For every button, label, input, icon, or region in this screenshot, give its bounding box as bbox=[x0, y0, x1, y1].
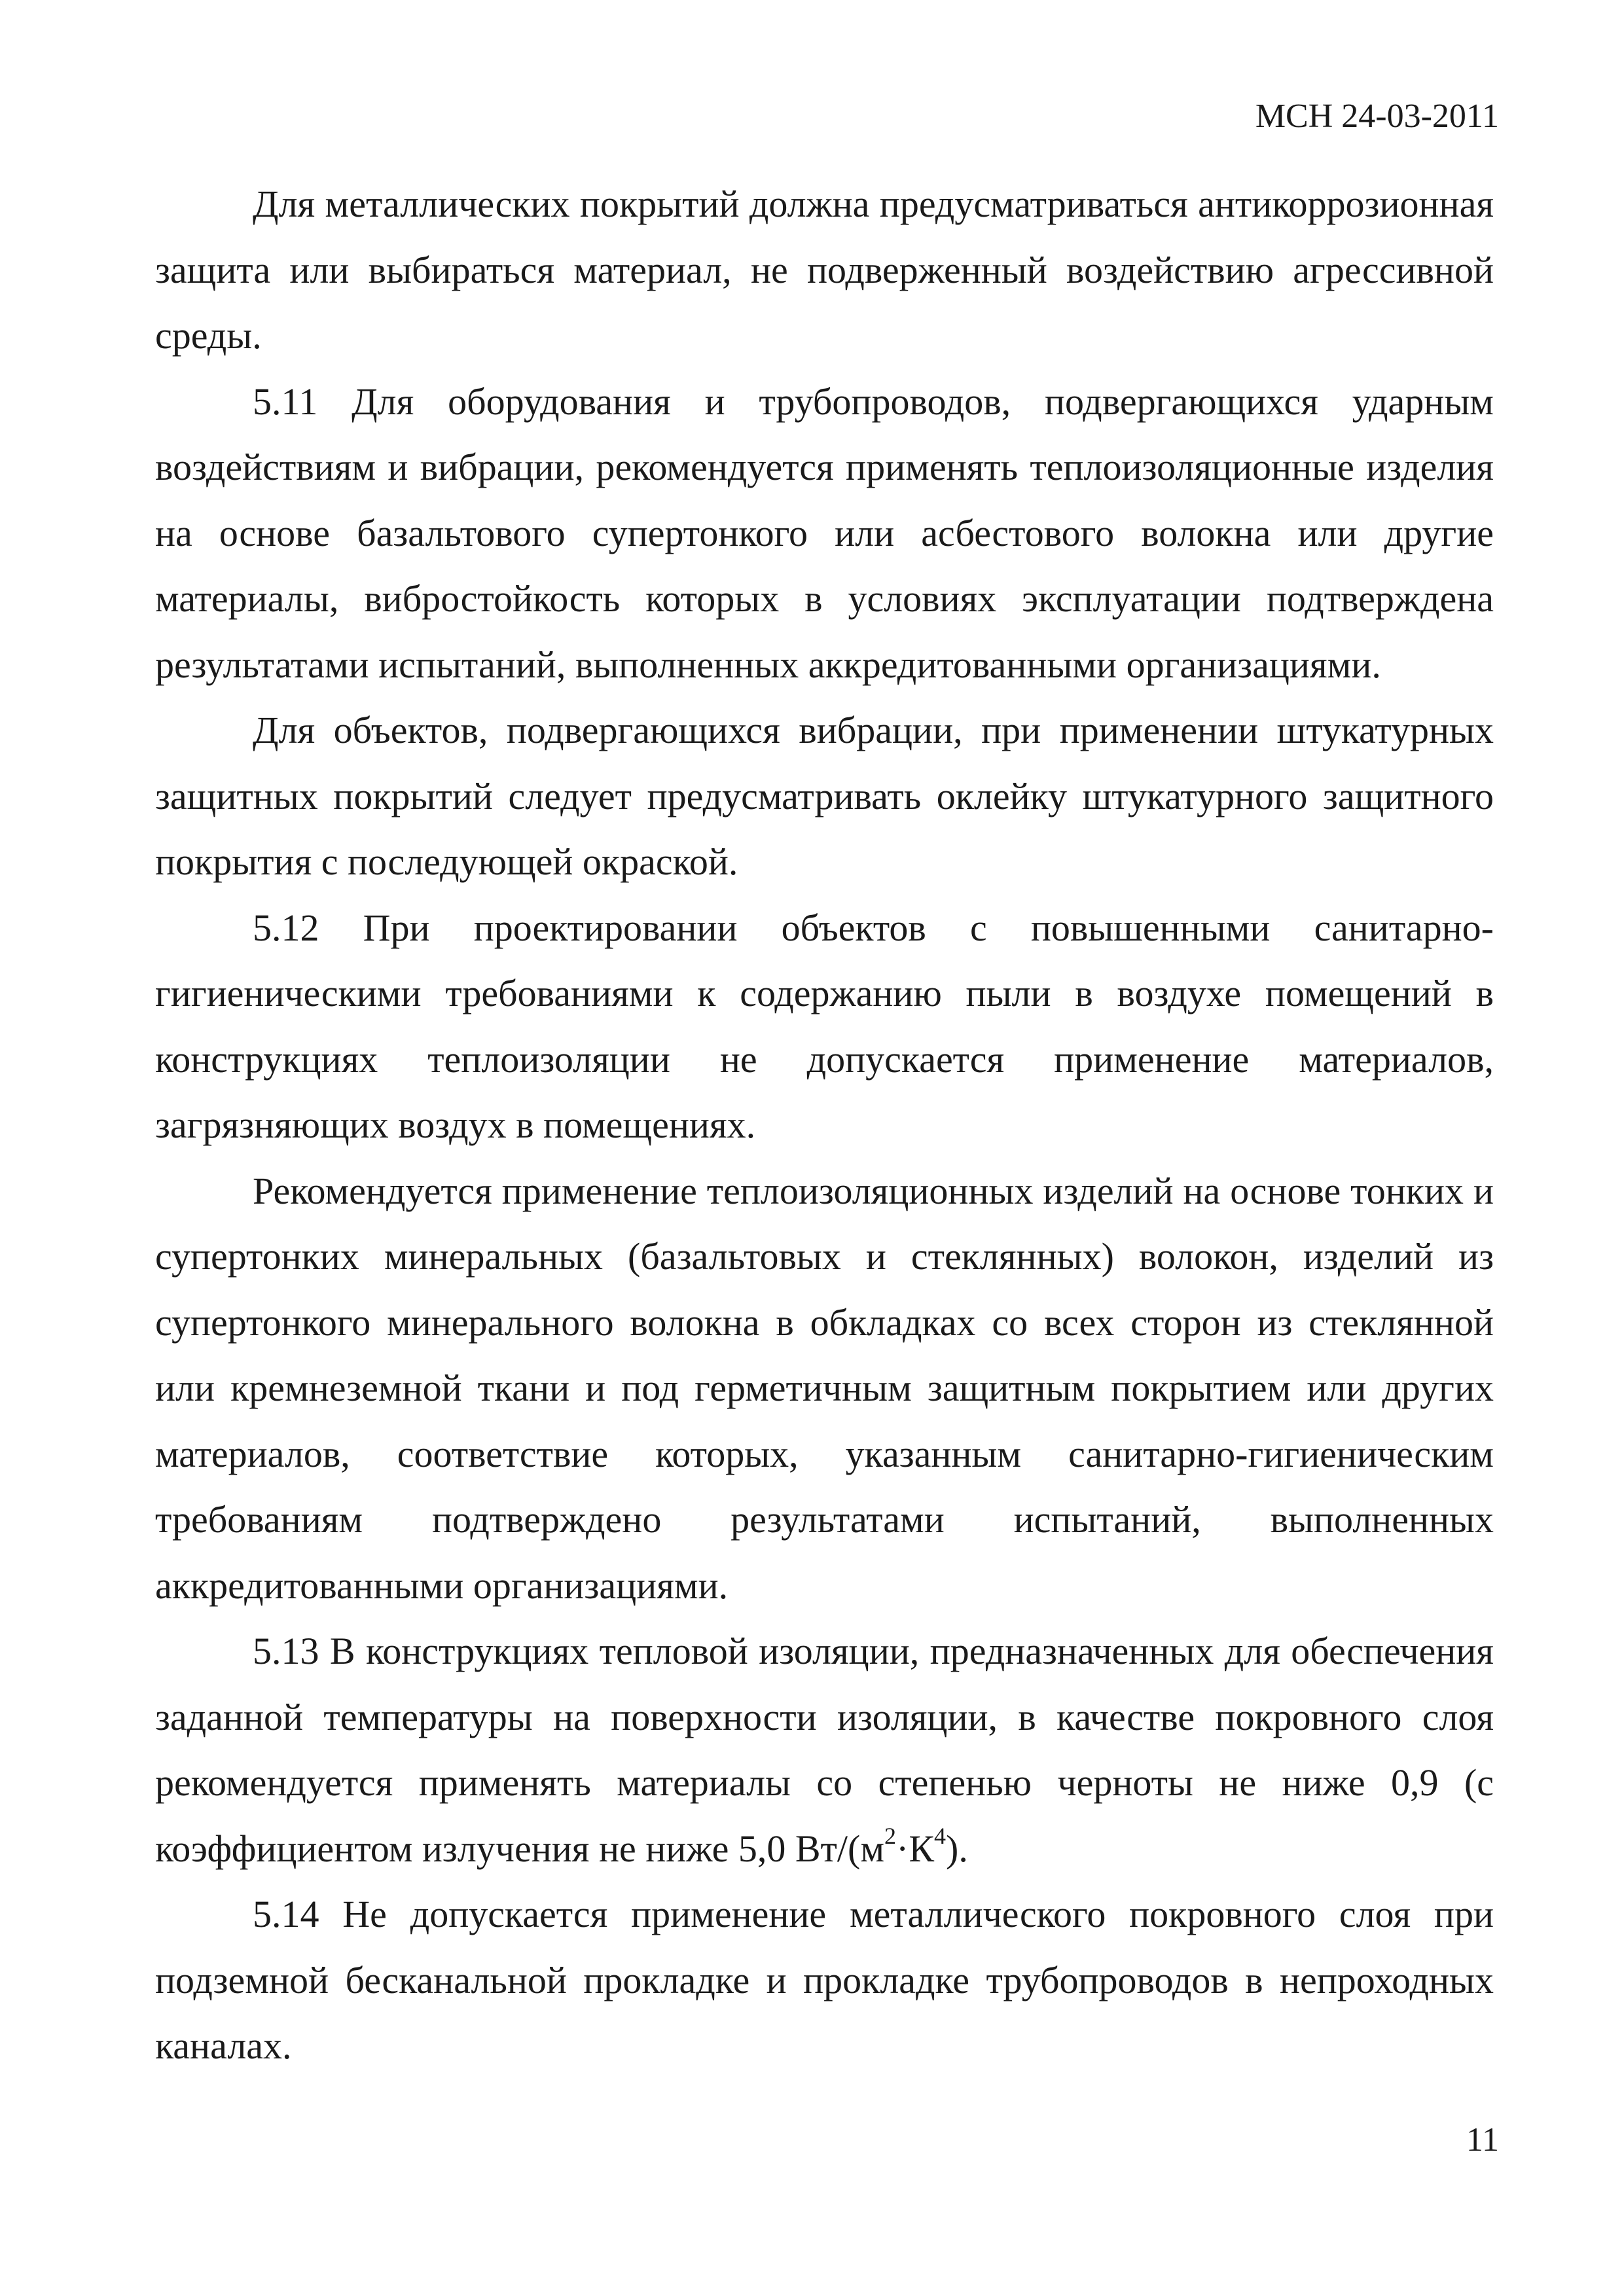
paragraph-5-11: 5.11 Для оборудования и трубопроводов, подвергающихся ударным воздействиям и вибрации, рекомендуется применять теплоизоляционные изделия на основе базальтового супертонкого или асбестового волокна или другие материалы, вибростойкость которых в условиях эксплуатации подтверждена результатами испытаний, выполненных аккредитованными организациями. bbox=[155, 380, 1494, 686]
paragraph-5-13 bbox=[155, 1619, 1494, 1882]
paragraph-5-13-end: ). bbox=[946, 1827, 968, 1870]
paragraph-5-12: 5.12 При проектировании объектов с повышенными санитарно-гигиеническими требованиями к содержанию пыли в воздухе помещений в конструкциях теплоизоляции не допускается применение материалов, загрязняющих воздух в помещениях. bbox=[155, 906, 1494, 1146]
page-number: 11 bbox=[1466, 2121, 1499, 2159]
paragraph-5-13-text: 5.13 В конструкциях тепловой изоляции, предназначенных для обеспечения заданной температуры на поверхности изоляции, в качестве покровного слоя рекомендуется применять материалы со степенью черноты не ниже 0,9 (с коэффициентом излучения не ниже 5,0 Вт/(м bbox=[155, 1630, 1494, 1870]
paragraph-vibration-objects: Для объектов, подвергающихся вибрации, при применении штукатурных защитных покрытий следует предусматривать оклейку штукатурного защитного покрытия с последующей окраской. bbox=[155, 709, 1494, 883]
paragraph-5-13-unit: ·К bbox=[896, 1827, 935, 1870]
superscript-square: 2 bbox=[884, 1822, 897, 1849]
document-code-header: МСН 24-03-2011 bbox=[1255, 98, 1499, 135]
document-body bbox=[155, 171, 1494, 2079]
paragraph-recommended-materials: Рекомендуется применение теплоизоляционных изделий на основе тонких и супертонких минеральных (базальтовых и стеклянных) волокон, изделий из супертонкого минерального волокна в обкладках со всех сторон из стеклянной или кремнеземной ткани и под герметичным защитным покрытием или других материалов, соответствие которых, указанным санитарно-гигиеническим требованиям подтверждено результатами испытаний, выполненных аккредитованными организациями. bbox=[155, 1169, 1494, 1607]
paragraph-metal-coatings: Для металлических покрытий должна предусматриваться антикоррозионная защита или выбираться материал, не подверженный воздействию агрессивной среды. bbox=[155, 183, 1494, 357]
superscript-fourth: 4 bbox=[934, 1822, 947, 1849]
paragraph-5-14: 5.14 Не допускается применение металлического покровного слоя при подземной бесканальной прокладке и прокладке трубопроводов в непроходных каналах. bbox=[155, 1893, 1494, 2067]
